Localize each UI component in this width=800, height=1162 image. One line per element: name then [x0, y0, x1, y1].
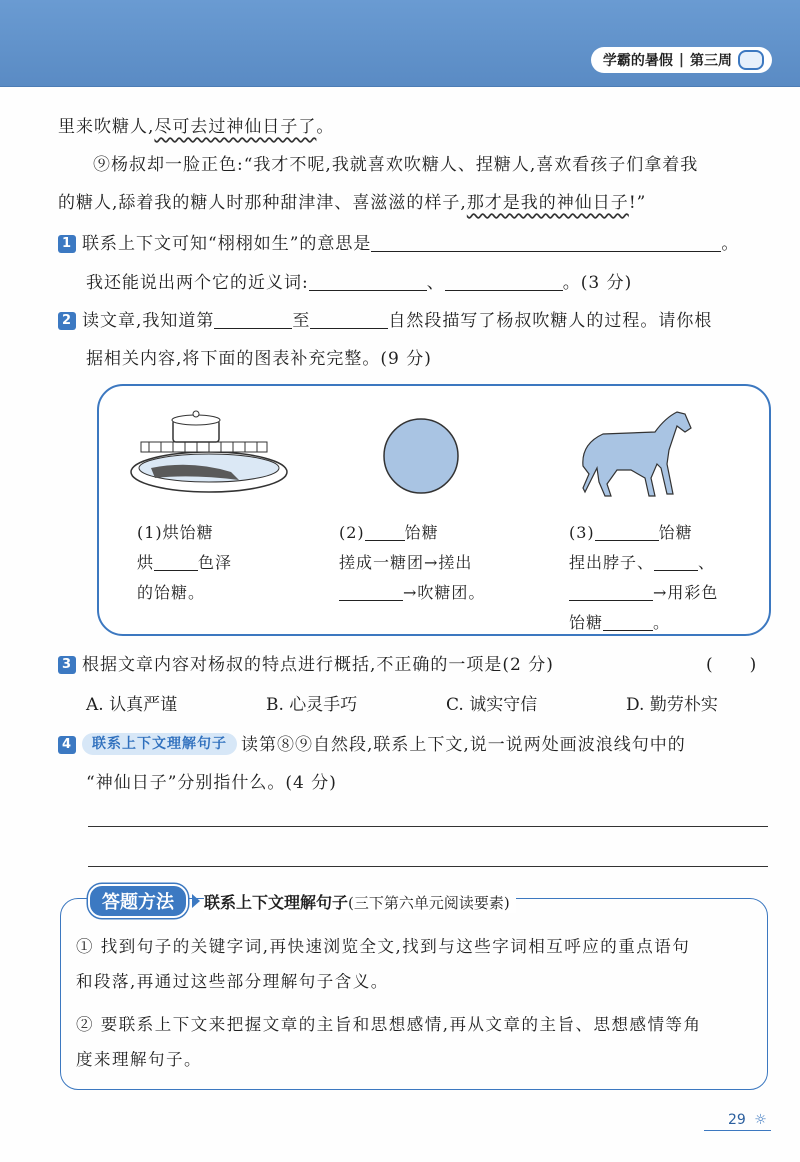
method-title: 答题方法 联系上下文理解句子(三下第六单元阅读要素): [88, 884, 516, 918]
question-number: 3: [58, 656, 76, 674]
wavy-sentence-2: 那才是我的神仙日子: [466, 193, 629, 213]
stove-illustration: [121, 410, 291, 500]
series-title: 学霸的暑假: [602, 53, 673, 69]
method-point-1: ① 找到句子的关键字词,再快速浏览全文,找到与这些字词相互呼应的重点语句: [76, 937, 691, 956]
answer-blank[interactable]: [603, 614, 653, 631]
question-1: 1 联系上下文可知“栩栩如生”的意思是 。: [58, 229, 739, 254]
answer-blank[interactable]: [310, 312, 388, 329]
answer-blank[interactable]: [445, 274, 563, 291]
answer-blank[interactable]: [214, 312, 292, 329]
answer-blank[interactable]: [365, 524, 405, 541]
sun-icon: ☼: [754, 1112, 767, 1128]
step-3: (3) 饴糖 捏出脖子、 、 →用彩色 饴糖 。: [569, 523, 719, 632]
horse-illustration: [573, 404, 703, 504]
question-4-line-2: “神仙日子”分别指什么。(4 分): [86, 773, 337, 793]
method-point-1-cont: 和段落,再通过这些部分理解句子含义。: [76, 972, 389, 991]
answer-parentheses[interactable]: ( ): [706, 655, 758, 675]
passage-line-3: 的糖人,舔着我的糖人时那种甜津津、喜滋滋的样子,那才是我的神仙日子!”: [58, 193, 647, 213]
answer-blank[interactable]: [654, 554, 698, 571]
question-2: 2 读文章,我知道第 至 自然段描写了杨叔吹糖人的过程。请你根: [58, 306, 712, 331]
step-2: (2) 饴糖 搓成一糖团→搓出 →吹糖团。: [339, 523, 486, 602]
book-icon: [738, 50, 764, 70]
arrow-icon: [192, 894, 200, 908]
method-point-2-cont: 度来理解句子。: [76, 1050, 202, 1069]
option-c[interactable]: C. 诚实守信: [446, 695, 538, 715]
passage-line-1: 里来吹糖人,尽可去过神仙日子了。: [58, 117, 335, 137]
passage-line-2: ⑨杨叔却一脸正色:“我才不呢,我就喜欢吹糖人、捏糖人,喜欢看孩子们拿着我: [93, 155, 699, 175]
answer-blank[interactable]: [569, 584, 653, 601]
method-badge: 答题方法: [88, 884, 188, 918]
question-3: 3 根据文章内容对杨叔的特点进行概括,不正确的一项是(2 分): [58, 650, 554, 675]
page-header: [0, 0, 800, 87]
skill-tag: 联系上下文理解句子: [82, 733, 237, 755]
answer-blank[interactable]: [309, 274, 427, 291]
page-number: 29 ☼: [704, 1112, 771, 1131]
answer-line-1[interactable]: [88, 826, 768, 827]
question-number: 4: [58, 736, 76, 754]
sugar-ball-illustration: [381, 416, 461, 496]
wavy-sentence-1: 尽可去过神仙日子了: [154, 117, 317, 137]
option-b[interactable]: B. 心灵手巧: [266, 695, 358, 715]
answer-blank[interactable]: [371, 235, 721, 252]
question-4: 4 联系上下文理解句子 读第⑧⑨自然段,联系上下文,说一说两处画波浪线句中的: [58, 730, 686, 755]
header-tag: 学霸的暑假 | 第三周: [591, 47, 772, 73]
answer-line-2[interactable]: [88, 866, 768, 867]
answer-blank[interactable]: [154, 554, 198, 571]
answer-blank[interactable]: [339, 584, 403, 601]
option-a[interactable]: A. 认真严谨: [86, 695, 178, 715]
question-2-line-2: 据相关内容,将下面的图表补充完整。(9 分): [86, 349, 432, 369]
question-number: 1: [58, 235, 76, 253]
question-1-synonyms: 我还能说出两个它的近义词: 、 。(3 分): [86, 273, 633, 293]
option-d[interactable]: D. 勤劳朴实: [626, 695, 718, 715]
step-1: (1)烘饴糖 烘 色泽 的饴糖。: [137, 523, 233, 602]
process-chart: [97, 384, 771, 636]
week-label: 第三周: [690, 53, 732, 69]
method-point-2: ② 要联系上下文来把握文章的主旨和思想感情,再从文章的主旨、思想感情等角: [76, 1015, 702, 1034]
answer-blank[interactable]: [595, 524, 659, 541]
question-number: 2: [58, 312, 76, 330]
